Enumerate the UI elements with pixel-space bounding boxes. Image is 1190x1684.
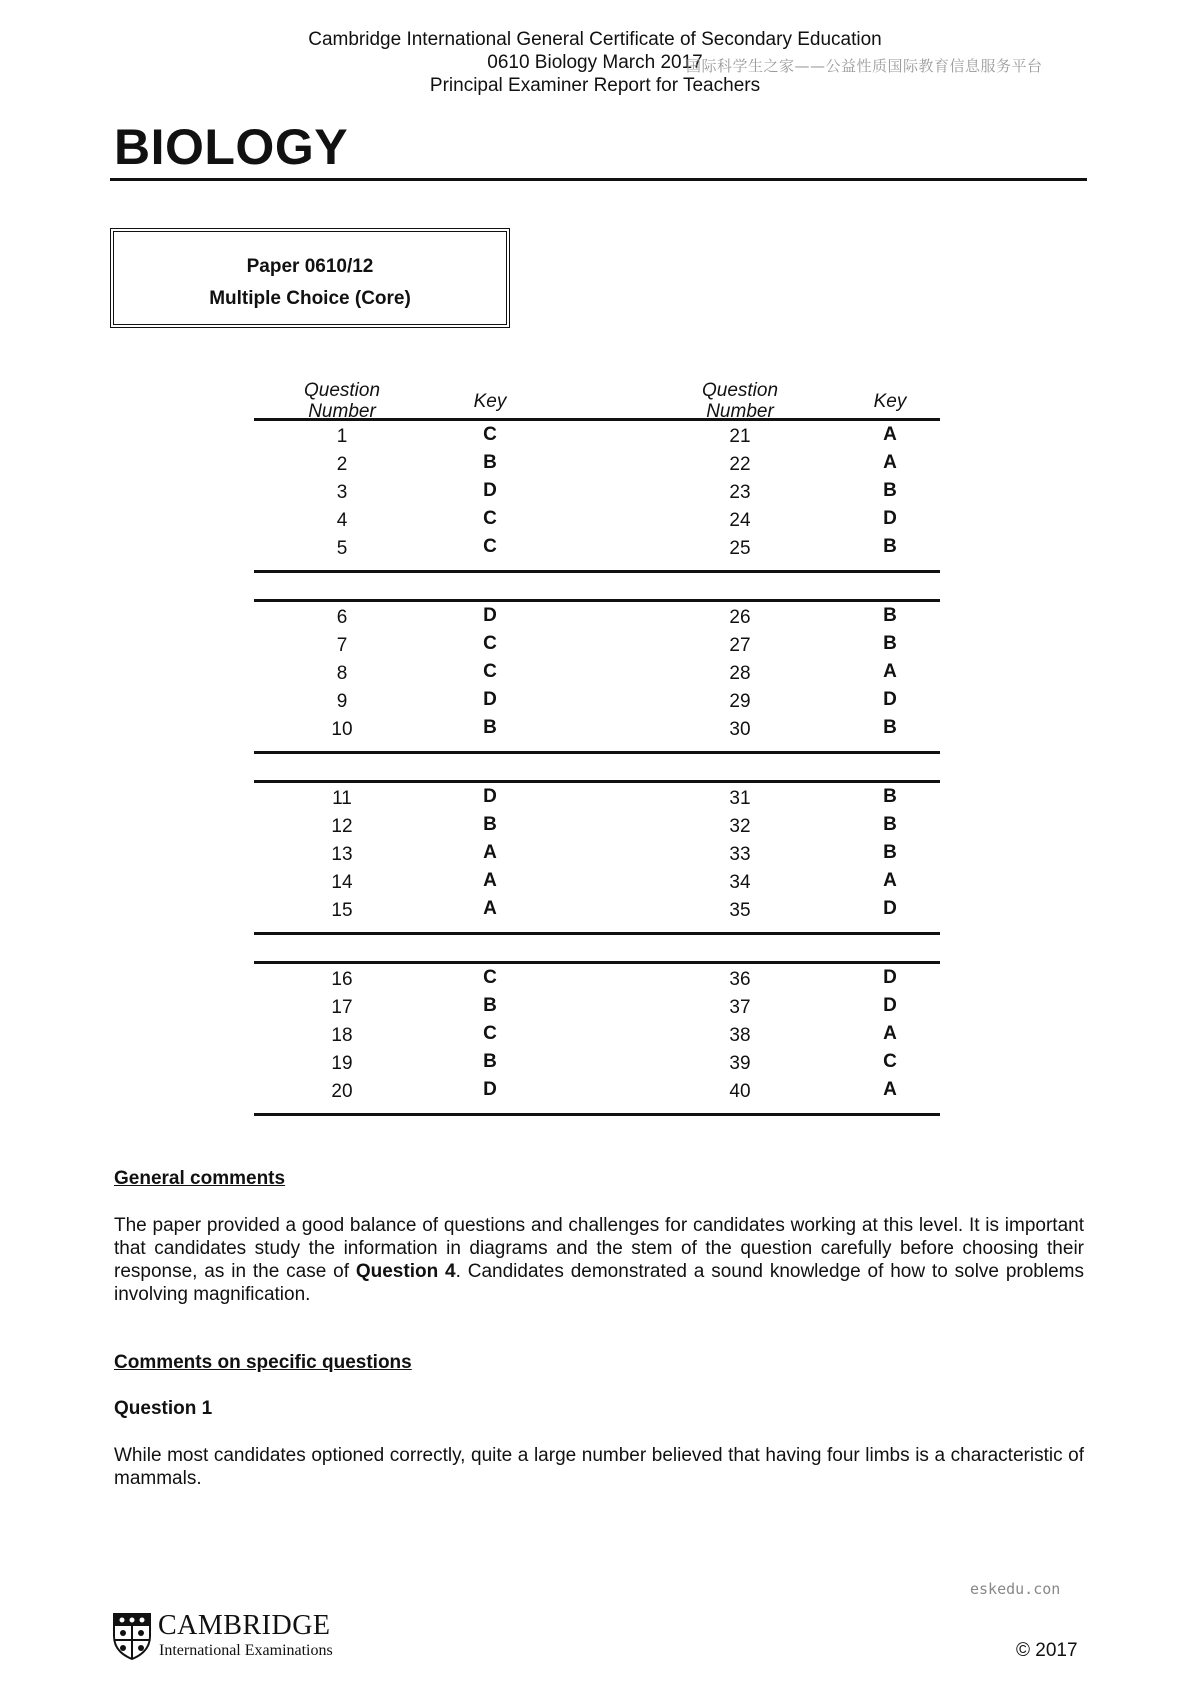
answer-key-cell: A [883,661,897,682]
answer-key-cell: B [483,1051,497,1072]
title-rule [110,178,1087,181]
question-number-cell: 19 [331,1053,353,1074]
question-number-cell: 5 [336,538,348,559]
answer-key-cell: C [483,508,497,529]
question-number-cell: 25 [729,538,751,559]
question-number-cell: 18 [331,1025,353,1046]
answer-key-cell: B [883,842,897,863]
header-key-right: Key [873,391,907,412]
question-number-cell: 12 [331,816,353,837]
question-number-cell: 24 [729,510,751,531]
answer-key-cell: B [483,452,497,473]
question-number-cell: 17 [331,997,353,1018]
answer-key-cell: D [883,689,897,710]
question-number-cell: 20 [331,1081,353,1102]
answer-key-cell: D [483,480,497,501]
answer-key-cell: D [883,995,897,1016]
question-1-heading: Question 1 [114,1398,213,1419]
answer-key-cell: B [883,605,897,626]
answer-key-cell: A [883,1079,897,1100]
answer-key-cell: B [883,536,897,557]
cambridge-logo [112,1612,362,1660]
question-number-cell: 7 [336,635,348,656]
header-question-number-right [652,380,828,422]
table-rule [254,599,940,602]
question-number-cell: 27 [729,635,751,656]
question-number-cell: 33 [729,844,751,865]
report-header-line-2: 0610 Biology March 2017 [487,52,703,73]
question-number-cell: 39 [729,1053,751,1074]
answer-key-cell: D [483,786,497,807]
answer-key-cell: C [483,661,497,682]
general-comments-paragraph [114,1214,1084,1306]
answer-key-cell: C [483,536,497,557]
question-number-cell: 3 [336,482,348,503]
report-header-line-3: Principal Examiner Report for Teachers [429,75,761,96]
answer-key-cell: B [883,633,897,654]
header-key-left: Key [473,391,507,412]
table-rule [254,961,940,964]
answer-key-cell: C [483,1023,497,1044]
answer-key-cell: B [883,814,897,835]
question-number-cell: 29 [729,691,751,712]
logo-subtitle: International Examinations [159,1642,333,1659]
question-number-cell: 26 [729,607,751,628]
table-rule [254,570,940,573]
question-number-cell: 32 [729,816,751,837]
question-number-cell: 15 [331,900,353,921]
answer-key-cell: B [883,786,897,807]
answer-key-cell: B [483,717,497,738]
question-number-cell: 31 [729,788,751,809]
question-number-cell: 35 [729,900,751,921]
table-rule [254,1113,940,1116]
answer-key-cell: A [483,870,497,891]
question-number-cell: 13 [331,844,353,865]
answer-key-cell: B [883,717,897,738]
paper-box [110,228,510,328]
report-header-line-1: Cambridge International General Certificate of Secondary Education [308,29,882,50]
table-rule [254,780,940,783]
question-number-cell: 21 [729,426,751,447]
watermark-text: 国际科学生之家——公益性质国际教育信息服务平台 [686,57,1043,75]
answer-key-cell: D [883,898,897,919]
general-comments-bold: Question 4 [355,1261,456,1282]
question-number-cell: 2 [336,454,348,475]
question-number-cell: 9 [336,691,348,712]
header-question-label: Question [701,380,779,401]
logo-wordmark: CAMBRIDGE [158,1610,331,1641]
answer-key-cell: B [483,814,497,835]
header-number-label: Number [706,401,774,422]
question-number-cell: 4 [336,510,348,531]
answer-key-cell: A [883,1023,897,1044]
header-number-label: Number [308,401,376,422]
question-number-cell: 11 [332,788,352,809]
question-number-cell: 6 [336,607,348,628]
header-question-number-left [254,380,430,422]
answer-key-cell: A [883,452,897,473]
question-number-cell: 30 [729,719,751,740]
question-number-cell: 34 [729,872,751,893]
question-number-cell: 28 [729,663,751,684]
answer-key-cell: C [483,967,497,988]
answer-key-cell: B [883,480,897,501]
question-number-cell: 23 [729,482,751,503]
table-rule [254,418,940,421]
answer-key-cell: A [483,898,497,919]
question-number-cell: 36 [729,969,751,990]
paper-code: Paper 0610/12 [246,256,374,277]
question-number-cell: 10 [331,719,353,740]
question-number-cell: 14 [331,872,353,893]
question-number-cell: 37 [729,997,751,1018]
question-number-cell: 16 [331,969,353,990]
table-rule [254,932,940,935]
copyright: © 2017 [1016,1640,1078,1661]
answer-key-cell: C [483,424,497,445]
question-number-cell: 38 [729,1025,751,1046]
general-comments-text-2: . Candidates demonstrated a sound knowledge of how to solve problems involving magnification. [114,1261,1084,1305]
answer-key-cell: D [483,1079,497,1100]
answer-key-cell: C [483,633,497,654]
specific-comments-heading: Comments on specific questions [114,1352,412,1373]
answer-key-cell: A [883,870,897,891]
answer-key-cell: D [483,689,497,710]
question-number-cell: 40 [729,1081,751,1102]
answer-key-cell: C [883,1051,897,1072]
general-comments-text-1: The paper provided a good balance of questions and challenges for candidates working at this level. It is important that candidates study the information in diagrams and the stem of the question carefully before choosing their response, as in the case of [114,1215,1084,1282]
paper-name: Multiple Choice (Core) [209,288,411,309]
footer-url: eskedu.con [970,1580,1061,1598]
answer-key-cell: A [483,842,497,863]
answer-key-cell: D [883,967,897,988]
question-1-paragraph: While most candidates optioned correctly, quite a large number believed that having four limbs is a characteristic of mammals. [114,1445,1084,1489]
answer-key-cell: D [483,605,497,626]
header-question-label: Question [303,380,381,401]
cambridge-shield-icon [112,1612,152,1660]
question-number-cell: 8 [336,663,348,684]
answer-key-cell: D [883,508,897,529]
question-number-cell: 22 [729,454,751,475]
answer-key-cell: A [883,424,897,445]
page-title: BIOLOGY [114,119,349,175]
question-number-cell: 1 [336,426,348,447]
table-rule [254,751,940,754]
general-comments-heading: General comments [114,1168,286,1189]
answer-key-cell: B [483,995,497,1016]
